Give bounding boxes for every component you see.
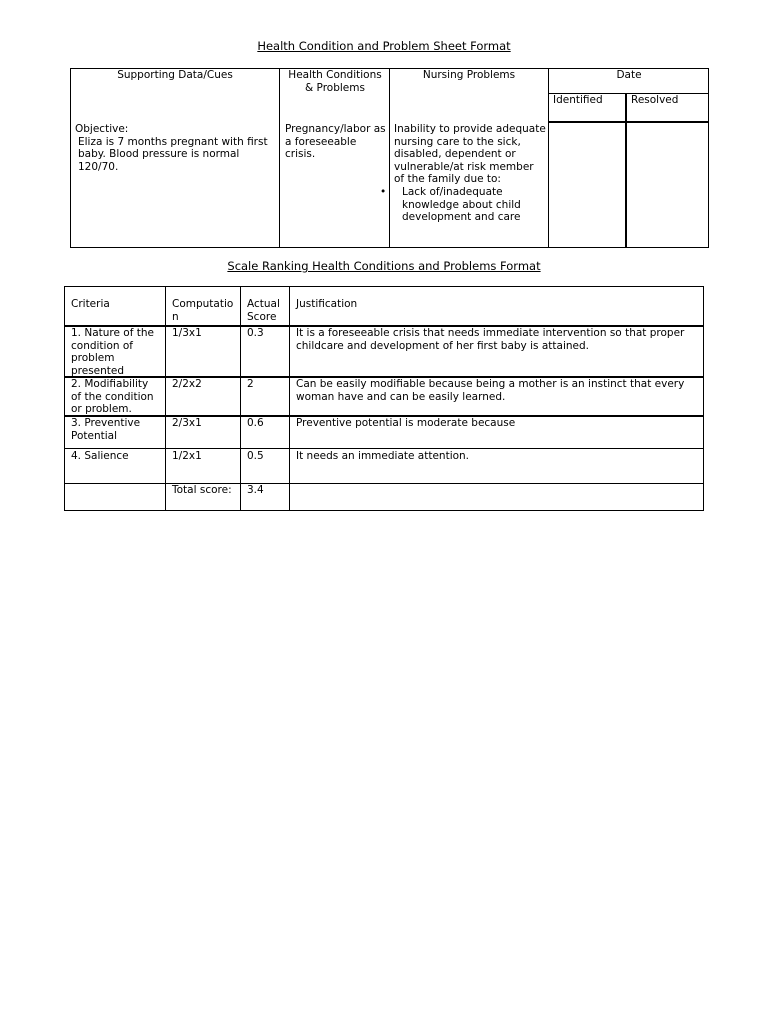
scale-title: Scale Ranking Health Conditions and Problems Format (227, 259, 541, 273)
computation-cell: 2/3x1 (172, 417, 202, 429)
score-cell: 0.6 (247, 417, 264, 429)
computation-cell: 1/2x1 (172, 450, 202, 462)
justification-cell: Can be easily modifiable because being a mother is an instinct that every woman have and can be easily learned. (296, 378, 685, 403)
objective-text: Eliza is 7 months pregnant with first baby. Blood pressure is normal 120/70. (78, 135, 268, 173)
scale-ranking-table (64, 286, 704, 511)
score-cell: 0.5 (247, 450, 264, 462)
header-date: Date (616, 69, 642, 81)
header-health-conditions: Health Conditions & Problems (288, 69, 382, 94)
health-condition-cell: Pregnancy/labor as a foreseeable crisis. (285, 123, 386, 161)
objective-label: Objective: (75, 123, 129, 135)
criteria-cell: 1. Nature of the condition of problem presented (71, 327, 154, 377)
sheet-title: Health Condition and Problem Sheet Format (257, 39, 511, 53)
header-justification: Justification (296, 298, 358, 310)
health-condition-sheet-table (70, 68, 709, 248)
justification-cell: Preventive potential is moderate because (296, 417, 516, 429)
bullet-icon: • (380, 185, 387, 198)
criteria-cell: 3. Preventive Potential (71, 417, 141, 442)
score-cell: 0.3 (247, 327, 264, 339)
nursing-bullet-item (380, 185, 546, 224)
header-nursing-problems: Nursing Problems (422, 69, 516, 81)
total-score-label: Total score: (172, 484, 232, 496)
header-supporting-data: Supporting Data/Cues (117, 69, 233, 81)
header-identified: Identified (553, 94, 603, 106)
criteria-cell: 4. Salience (71, 450, 129, 462)
header-actual-score: Actual Score (247, 298, 280, 323)
total-score-value: 3.4 (247, 484, 264, 496)
objective-cell (75, 123, 277, 173)
nursing-bullet-text: Lack of/inadequate knowledge about child development and care (402, 185, 521, 224)
nursing-problem-cell (380, 123, 546, 224)
computation-cell: 1/3x1 (172, 327, 202, 339)
criteria-cell: 2. Modifiability of the condition or problem. (71, 378, 154, 416)
computation-cell: 2/2x2 (172, 378, 202, 390)
nursing-intro: Inability to provide adequate nursing care to the sick, disabled, dependent or vulnerable/at risk member of the family due to: (394, 123, 546, 186)
header-resolved: Resolved (631, 94, 679, 106)
justification-cell: It needs an immediate attention. (296, 450, 470, 462)
header-criteria: Criteria (71, 298, 110, 310)
justification-cell: It is a foreseeable crisis that needs immediate intervention so that proper childcare and development of her first baby is attained. (296, 327, 685, 352)
header-computation: Computation (172, 298, 234, 323)
score-cell: 2 (247, 378, 254, 390)
